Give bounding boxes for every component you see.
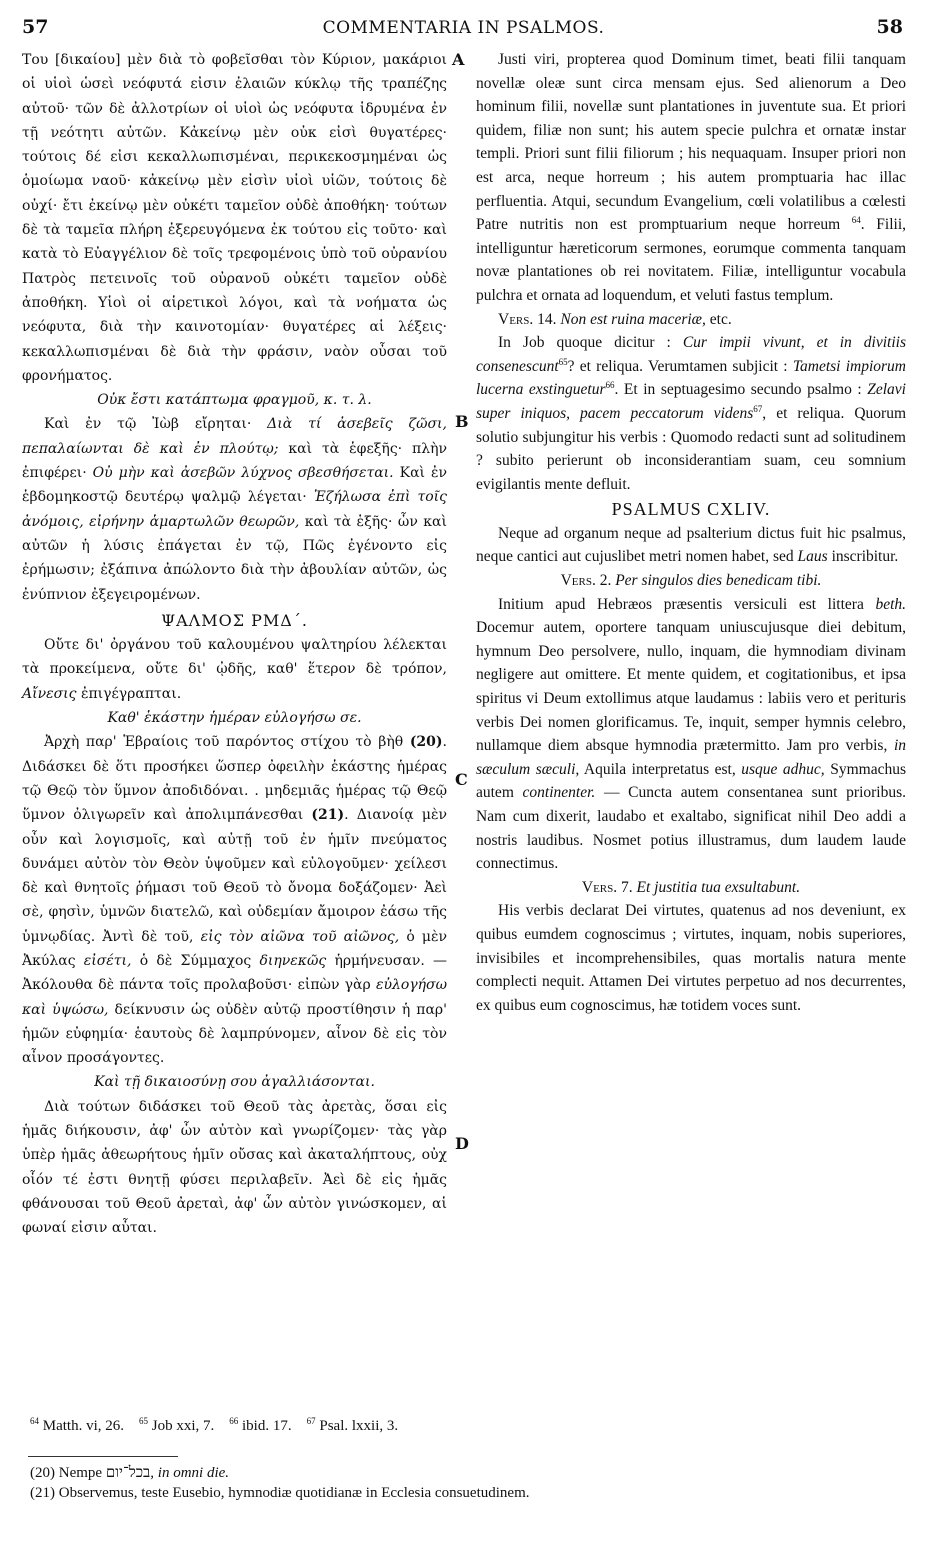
greek-paragraph: Διὰ τούτων διδάσκει τοῦ Θεοῦ τὰς ἀρετὰς, ὅσαι εἰς ἡμᾶς διήκουσιν, ἀφ' ὧν αὐτὸν καὶ γνωρίζομεν· τὰς γὰρ ὑπὲρ ἡμᾶς ἀθεωρήτους ἡμῖν οὔσας καὶ ἀκαταλήπτους, οὐχ οἷόν τέ ἐστι θνητῇ φύσει περιλαβεῖν. Ἀεὶ δὲ εἰς ἡμᾶς φθάνουσαι τοῦ Θεοῦ ἀρεταὶ, ἀφ' ὧν αὐτὸν γινώσκομεν, αἱ φωναί εἰσιν αὗται.	[22, 1098, 447, 1237]
text-run: — Cuncta autem consentanea sunt prioribus. Nam cum dixerit, laudabo et exaltabo, significat nihil Deo addi a nostris laudibus. Nosmet potius illustramus, dum laudem laude connectimus.	[476, 784, 906, 873]
quotation: εὐλογήσω καὶ ὑψώσω,	[22, 977, 447, 1018]
note-ref: 67	[753, 403, 763, 414]
text-run: Docemur autem, oportere tanquam uniuscujusque diei debitum, hymnum Deo persolvere, nullo, inquam, die hymnodiam divinam negligere aut omittere. Et mente quidem, et cogitationibus, et ipsa spiritus vi Deum extollimus atque laudamus : labiis vero et perituris verbis Dei nomen glorificamus. Te, inquit, semper hymnis celebro, nullamque diem absque hymnodia prætermitto. Jam pro verbis,	[476, 619, 906, 755]
greek-paragraph	[22, 633, 447, 706]
text-run: ἡρμήνευσαν. — Ἀκόλουθα δὲ πάντα τοῖς προλαβοῦσι· εἰπὼν γὰρ	[22, 952, 447, 994]
footnote-divider	[28, 1456, 178, 1457]
text-run: Initium apud Hebræos præsentis versiculi est littera	[498, 595, 876, 613]
greek-verse-lemma: Οὐκ ἔστι κατάπτωμα φραγμοῦ, κ. τ. λ.	[97, 392, 372, 409]
text-run: Καὶ ἐν ἑβδομηκοστῷ δευτέρῳ ψαλμῷ λέγεται·	[22, 465, 448, 506]
text-run: , in omni die.	[150, 1465, 230, 1481]
text-run: καὶ τὰ ἑξῆς· ὧν καὶ αὐτῶν ἡ λύσις ἐπάγεται ἐν τῷ, Πῶς ἐγένοντο εἰς ἐρήμωσιν; ἐξάπινα ἀπώλοντο διὰ τὴν ἀβουλίαν αὐτῶν, ὡς ἐνύπνιον ἐξεγειρομένων.	[22, 513, 447, 603]
text-run: Οὔτε δι' ὀργάνου τοῦ καλουμένου ψαλτηρίου λέλεκται τὰ προκείμενα, οὔτε δι' ᾠδῆς, καθ' ἕτερον δὲ τρόπον,	[22, 637, 447, 678]
footnote	[30, 1463, 907, 1483]
text-run: , et reliqua. Quorum solutio subjungitur his verbis : Quomodo redacti sunt ad solitudinem ? subito perierunt ob inconsiderantiam suam, ceu somnium evigilantis mente defluit.	[476, 404, 907, 493]
verse-text: Per singulos dies benedicam tibi.	[615, 572, 822, 590]
quotation: in sæculum sæculi,	[476, 737, 906, 778]
note-ref: 66	[605, 380, 615, 391]
note-text: ibid. 17.	[242, 1418, 292, 1434]
note-text: Psal. lxxii, 3.	[319, 1418, 399, 1434]
latin-verse-lemma	[476, 569, 906, 593]
footnotes	[30, 1463, 907, 1503]
footnote-number: (20)	[30, 1465, 55, 1481]
greek-verse-lemma: Καὶ τῇ δικαιοσύνῃ σου ἀγαλλιάσονται.	[94, 1074, 375, 1091]
quotation: Διὰ τί ἀσεβεῖς ζῶσι, πεπαλαίωνται δὲ καὶ ἐν πλούτῳ;	[22, 416, 447, 457]
margin-marker-d: D	[455, 1134, 469, 1153]
note-number: 65	[139, 1416, 148, 1426]
verse-text: Non est ruina maceriæ,	[560, 310, 706, 328]
text-run: ? et reliqua. Verumtamen subjicit :	[567, 357, 793, 375]
text-run: Symmachus autem	[476, 760, 906, 802]
text-run: . Διανοίᾳ μὲν οὖν καὶ λογισμοῖς, καὶ αὐτῇ τοῦ ἐν ἡμῖν πνεύματος δυνάμει αὐτὸν τὸν Θεὸν ὑψοῦμεν καὶ εὐλογοῦμεν· χείλεσι δὲ καὶ θνητοῖς ῥήμασι τοῦ Θεοῦ τὸ ὄνομα δοξάζομεν· Ἀεὶ σὲ, φησὶν, ὑμνῶν διατελῶ, καὶ οὐδεμίαν ἄμοιρον ἐάσω τῆς ὑμνῳδίας. Ἀντὶ δὲ τοῦ,	[22, 807, 447, 945]
running-title: COMMENTARIA IN PSALMOS.	[322, 18, 605, 38]
note-ref: 64	[851, 215, 861, 225]
text-run: Nempe	[58, 1465, 106, 1481]
page-header	[18, 14, 909, 44]
verse-text: Et justitia tua exsultabunt.	[636, 878, 801, 896]
margin-marker-b: B	[455, 412, 469, 431]
note-number: 67	[306, 1416, 316, 1426]
greek-psalm-heading: ΨΑΛΜΟΣ ΡΜΔ΄.	[161, 610, 308, 630]
quotation: Laus	[797, 548, 828, 566]
latin-paragraph	[476, 593, 906, 876]
greek-paragraph: Του [δικαίου] μὲν διὰ τὸ φοβεῖσθαι τὸν Κύριον, μακάριοι οἱ υἱοὶ ὡσεὶ νεόφυτά εἰσιν ἐλαιῶν κύκλῳ τῆς τραπέζης αὐτοῦ· τῶν δὲ ἀλλοτρίων οἱ υἱοὶ ὡς νεόφυτα ἱδρυμένα ἐν τῇ νεότητι αὐτῶν. Κἀκείνῳ μὲν οὐκ εἰσὶ θυγατέρες· τούτοις δέ εἰσι κεκαλλωπισμέναι, περικεκοσμημέναι ὡς ὁμοίωμα ναοῦ· κἀκείνῳ μὲν εἰσὶν υἱοὶ υἱῶν, τούτοις δὲ οὐχί· ἔτι ἐκείνῳ μὲν οὐκέτι ταμεῖον οὐδὲ ἀποθήκη· τούτων δὲ τὰ ταμεῖα πλήρη ἐξερευγόμενα ἐκ τούτου εἰς τοῦτο· καὶ κατὰ τὸ Εὐαγγέλιον δὲ τοῖς τρεφομένοις ὑπὸ τοῦ οὐρανίου Πατρὸς πετεινοῖς τοῦ οὐρανοῦ οὐκέτι ταμεῖον οὐδὲ ἀποθήκη. Υἱοὶ οἱ αἱρετικοὶ λόγοι, καὶ τὰ νοήματα ὡς νεόφυτα, διὰ τὴν καινοτομίαν· θυγατέρες αἱ λέξεις· κεκαλλωπισμέναι δὲ διὰ τὴν φράσιν, ναὸν οὖσαι τοῦ φρονήματος.	[22, 52, 447, 384]
hebrew-text: בכל־יום	[105, 1465, 151, 1481]
text-run: Observemus, teste Eusebio, hymnodiæ quotidianæ in Ecclesia consuetudinem.	[58, 1485, 530, 1501]
text-run: . Filii, intelliguntur hæreticorum sermones, eorumque commenta tanquam novæ plantationes ob rei novitatem. Filiæ, intelliguntur vocabula pulchra et ornata ad loquendum, et veluti fastus templum.	[476, 216, 906, 304]
text-run: In Job quoque dicitur :	[498, 334, 683, 352]
latin-paragraph	[476, 522, 906, 569]
text-run: ὁ δὲ Σύμμαχος	[131, 952, 260, 969]
text-run: Aquila interpretatus est,	[579, 760, 742, 778]
footnote	[30, 1483, 907, 1503]
margin-marker-a: A	[452, 50, 465, 69]
quotation: continenter.	[522, 784, 596, 802]
quotation: beth.	[875, 595, 906, 613]
text-run: . Διδάσκει δὲ ὅτι προσήκει ὥσπερ ὀφειλὴν ἑκάστης ἡμέρας τῷ Θεῷ τὸν ὕμνον ἀποδιδόναι. . μηδεμιᾶς ἡμέρας τῷ Θεῷ ὕμνον ὀλιγωρεῖν καὶ ἀπολιμπάνεσθαι	[22, 734, 447, 824]
latin-psalm-heading: PSALMUS CXLIV.	[611, 499, 771, 520]
note-number: 64	[30, 1416, 39, 1426]
text-run: δείκνυσιν ὡς οὐδὲν αὐτῷ προστίθησιν ἡ παρ' ἡμῶν εὐφημία· ἑαυτοὺς δὲ λαμπρύνομεν, αἶνον δὲ εἰς τὸν αἶνον προσάγοντες.	[22, 1001, 447, 1067]
footnote-number: (21)	[30, 1485, 55, 1501]
text-run: etc.	[705, 310, 732, 328]
latin-paragraph: His verbis declarat Dei virtutes, quatenus ad nos deveniunt, ex quibus eumdem cognoscimus ; virtutes, inquam, nobis superiores, invisibiles et incomprehensibiles, quas mortalis natura mente complecti nequit. Attamen Dei virtutes perpetuo ad nos decurrentes, ex quibus eum cognoscimus, hæ totidem voces sunt.	[476, 902, 906, 1014]
text-run: ἐπιγέγραπται.	[76, 685, 182, 702]
quotation: διηνεκῶς	[259, 952, 327, 969]
verse-label: Vers. 14.	[498, 310, 557, 328]
verse-label: Vers. 2.	[560, 572, 612, 590]
quotation: Οὐ μὴν καὶ ἀσεβῶν λύχνος σβεσθήσεται.	[92, 465, 394, 482]
quotation: Αἴνεσις	[22, 685, 77, 702]
text-run: Ἀρχὴ παρ' Ἑβραίοις τοῦ παρόντος στίχου τὸ βὴθ	[44, 734, 410, 751]
quotation: εἰς τὸν αἰῶνα τοῦ αἰῶνος,	[200, 928, 400, 945]
margin-marker-c: C	[455, 770, 468, 789]
latin-verse-lemma	[476, 308, 906, 332]
footnote-ref: (21)	[311, 807, 345, 824]
quotation: Zelavi super iniquos, pacem peccatorum videns	[476, 381, 906, 422]
latin-column	[476, 48, 906, 1017]
footnote-ref: (20)	[409, 734, 443, 751]
text-run: . Et in septuagesimo secundo psalmo :	[614, 381, 868, 399]
greek-verse-lemma: Καθ' ἑκάστην ἡμέραν εὐλογήσω σε.	[107, 710, 362, 727]
verse-label: Vers. 7.	[581, 878, 633, 896]
note-number: 66	[229, 1416, 239, 1426]
text-run: ὁ μὲν Ἀκύλας	[22, 928, 448, 969]
text-run: Neque ad organum neque ad psalterium dictus fuit hic psalmus, neque cantici aut cujuslibet metri nomen habet, sed	[476, 524, 906, 566]
greek-paragraph	[22, 412, 447, 606]
latin-paragraph	[476, 48, 906, 308]
quotation: εἰσέτι,	[83, 952, 132, 969]
reference-notes	[30, 1418, 897, 1435]
text-run: Justi viri, propterea quod Dominum timet, beati filii tanquam novellæ oleæ sunt circa mensam ejus. Sed alienorum a Deo hominum filii, novellæ sunt plantationes in juventute sua. Et priori quidem, filiæ non sunt; his autem specie pulchra et ornatæ instar templi. Priori sunt filii filiorum ; his nequaquam. Insuper priori non est arca, neque horreum ; his autem promptuaria hac illac perfluentia. Atqui, secundum Evangelium, cœli volatilibus a cœlesti Patre nutritis non est promptuarium neque horreum	[476, 51, 906, 234]
note-text: Job xxi, 7.	[151, 1418, 215, 1434]
latin-paragraph	[476, 331, 906, 496]
latin-verse-lemma	[476, 876, 906, 900]
page-number-left: 57	[22, 16, 49, 38]
text-run: καὶ τὰ ἑφεξῆς· πλὴν ἐπιφέρει·	[22, 440, 447, 482]
greek-column	[22, 48, 447, 1241]
quotation: usque adhuc,	[741, 760, 825, 778]
quotation: Tametsi impiorum lucerna exstinguetur	[476, 357, 906, 399]
text-run: inscribitur.	[827, 548, 899, 566]
note-text: Matth. vi, 26.	[42, 1418, 124, 1434]
note-ref: 65	[558, 356, 568, 367]
page-number-right: 58	[876, 16, 903, 38]
greek-paragraph	[22, 730, 447, 1070]
text-run: Καὶ ἐν τῷ Ἰὼβ εἴρηται·	[44, 416, 268, 433]
quotation: Ἐζήλωσα ἐπὶ τοῖς ἀνόμοις, εἰρήνην ἁμαρτωλῶν θεωρῶν,	[22, 489, 447, 530]
quotation: Cur impii vivunt, et in divitiis consenescunt	[476, 334, 907, 375]
